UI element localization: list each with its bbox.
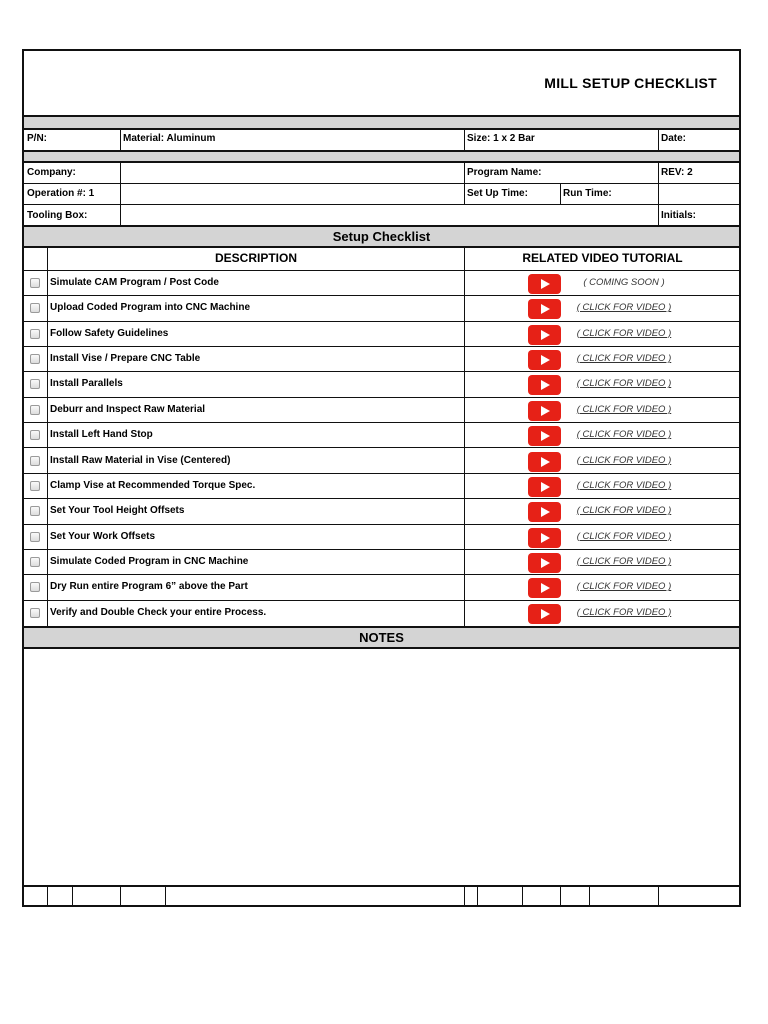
task-label: Clamp Vise at Recommended Torque Spec.	[50, 479, 256, 491]
divider	[658, 161, 659, 226]
divider	[560, 183, 561, 204]
checklist-row	[24, 575, 739, 600]
divider	[120, 161, 121, 226]
task-label: Follow Safety Guidelines	[50, 327, 169, 339]
checkbox[interactable]	[30, 354, 40, 364]
company-label: Company:	[27, 167, 76, 178]
divider	[658, 885, 659, 907]
video-link[interactable]: ( CLICK FOR VIDEO )	[576, 302, 672, 314]
pn-label: P/N:	[27, 133, 47, 144]
video-link[interactable]: ( CLICK FOR VIDEO )	[576, 505, 672, 517]
divider	[24, 885, 739, 887]
tooling-box-label: Tooling Box:	[27, 210, 88, 221]
checkbox[interactable]	[30, 557, 40, 567]
youtube-play-icon[interactable]	[528, 350, 561, 370]
youtube-play-icon[interactable]	[528, 325, 561, 345]
video-link[interactable]: ( CLICK FOR VIDEO )	[576, 353, 672, 365]
video-link[interactable]: ( CLICK FOR VIDEO )	[576, 378, 672, 390]
video-link[interactable]: ( CLICK FOR VIDEO )	[576, 581, 672, 593]
divider	[560, 885, 561, 907]
video-link[interactable]: ( CLICK FOR VIDEO )	[576, 606, 672, 618]
youtube-play-icon[interactable]	[528, 502, 561, 522]
task-label: Simulate CAM Program / Post Code	[50, 277, 219, 288]
task-label: Install Parallels	[50, 378, 123, 390]
divider	[477, 885, 478, 907]
divider	[24, 204, 739, 205]
video-link[interactable]: ( CLICK FOR VIDEO )	[576, 530, 672, 542]
checkbox[interactable]	[30, 481, 40, 491]
youtube-play-icon[interactable]	[528, 553, 561, 573]
youtube-play-icon[interactable]	[528, 477, 561, 497]
checklist-title: Setup Checklist	[332, 229, 431, 244]
size-label: Size: 1 x 2 Bar	[467, 133, 535, 144]
checkbox[interactable]	[30, 532, 40, 542]
checklist-row	[24, 499, 739, 524]
video-header: RELATED VIDEO TUTORIAL	[522, 251, 683, 265]
checklist-row	[24, 347, 739, 372]
checkbox[interactable]	[30, 278, 40, 288]
checklist-row	[24, 550, 739, 575]
youtube-play-icon[interactable]	[528, 452, 561, 472]
divider	[589, 885, 590, 907]
task-label: Set Your Tool Height Offsets	[50, 505, 185, 517]
setup-time-label: Set Up Time:	[467, 188, 528, 199]
checklist-row	[24, 525, 739, 550]
checkbox[interactable]	[30, 329, 40, 339]
checkbox[interactable]	[30, 430, 40, 440]
header-band	[24, 152, 739, 161]
video-link[interactable]: ( CLICK FOR VIDEO )	[576, 454, 672, 466]
video-link[interactable]: ( CLICK FOR VIDEO )	[576, 327, 672, 339]
divider	[165, 885, 166, 907]
task-label: Verify and Double Check your entire Process.	[50, 606, 267, 618]
material-label: Material: Aluminum	[123, 133, 216, 144]
checklist-rows	[24, 271, 739, 626]
youtube-play-icon[interactable]	[528, 401, 561, 421]
checkbox[interactable]	[30, 506, 40, 516]
notes-area[interactable]	[24, 649, 739, 885]
checklist-row	[24, 296, 739, 321]
checkbox[interactable]	[30, 379, 40, 389]
task-label: Install Raw Material in Vise (Centered)	[50, 454, 231, 466]
page-title: MILL SETUP CHECKLIST	[544, 75, 717, 91]
divider	[464, 128, 465, 150]
divider	[24, 161, 739, 163]
rev-label: REV: 2	[661, 167, 693, 178]
divider	[464, 161, 465, 204]
checklist-row	[24, 398, 739, 423]
youtube-play-icon[interactable]	[528, 375, 561, 395]
video-link[interactable]: ( CLICK FOR VIDEO )	[576, 555, 672, 567]
checklist-row	[24, 423, 739, 448]
checkbox[interactable]	[30, 405, 40, 415]
youtube-play-icon[interactable]	[528, 274, 561, 294]
operation-label: Operation #: 1	[27, 188, 95, 199]
divider	[120, 885, 121, 907]
checklist-row	[24, 271, 739, 296]
date-label: Date:	[661, 133, 687, 144]
notes-title: NOTES	[359, 630, 404, 645]
checkbox[interactable]	[30, 582, 40, 592]
video-link[interactable]: ( CLICK FOR VIDEO )	[576, 429, 672, 441]
divider	[120, 128, 121, 150]
checkbox[interactable]	[30, 456, 40, 466]
divider	[24, 246, 739, 248]
divider	[24, 128, 739, 130]
checkbox[interactable]	[30, 303, 40, 313]
description-header: DESCRIPTION	[214, 251, 297, 265]
initials-label: Initials:	[661, 210, 697, 221]
checklist-row	[24, 601, 739, 626]
divider	[24, 115, 739, 117]
task-label: Dry Run entire Program 6” above the Part	[50, 581, 248, 593]
divider	[658, 128, 659, 150]
run-time-label: Run Time:	[563, 188, 612, 199]
youtube-play-icon[interactable]	[528, 578, 561, 598]
divider	[47, 885, 48, 907]
video-coming-soon: ( COMING SOON )	[583, 277, 665, 288]
checklist-row	[24, 474, 739, 499]
youtube-play-icon[interactable]	[528, 299, 561, 319]
task-label: Set Your Work Offsets	[50, 530, 156, 542]
checklist-row	[24, 372, 739, 397]
divider	[464, 885, 465, 907]
divider	[24, 183, 739, 184]
task-label: Install Vise / Prepare CNC Table	[50, 353, 201, 365]
task-label: Install Left Hand Stop	[50, 429, 153, 441]
checklist-row	[24, 322, 739, 347]
divider	[522, 885, 523, 907]
task-label: Simulate Coded Program in CNC Machine	[50, 555, 249, 567]
youtube-play-icon[interactable]	[528, 426, 561, 446]
youtube-play-icon[interactable]	[528, 528, 561, 548]
task-label: Deburr and Inspect Raw Material	[50, 403, 206, 415]
youtube-play-icon[interactable]	[528, 604, 561, 624]
checklist-row	[24, 449, 739, 474]
checklist-sheet	[22, 49, 741, 907]
program-name-label: Program Name:	[467, 167, 542, 178]
checkbox[interactable]	[30, 608, 40, 618]
video-link[interactable]: ( CLICK FOR VIDEO )	[576, 479, 672, 491]
divider	[72, 885, 73, 907]
video-link[interactable]: ( CLICK FOR VIDEO )	[576, 403, 672, 415]
task-label: Upload Coded Program into CNC Machine	[50, 302, 251, 314]
